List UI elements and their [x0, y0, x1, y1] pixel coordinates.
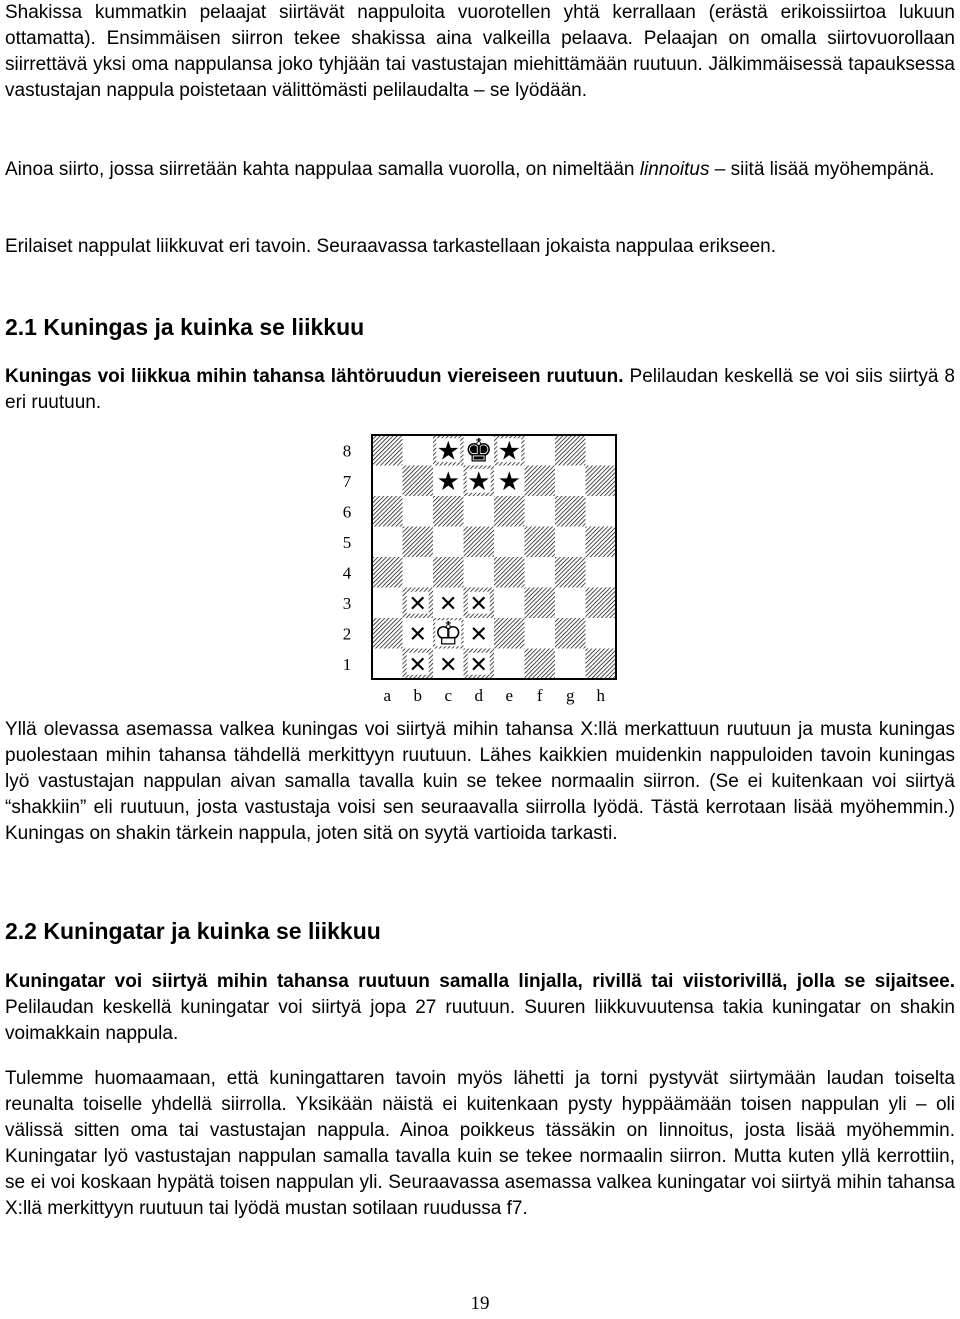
square-g1 [555, 649, 586, 680]
square-b5 [403, 527, 434, 558]
rank-label-7: 7 [342, 471, 352, 491]
square-g4 [555, 557, 586, 588]
square-g3 [555, 588, 586, 619]
x-marker-d1: ✕ [469, 652, 488, 678]
rank-label-2: 2 [342, 624, 352, 644]
rank-label-3: 3 [342, 593, 352, 613]
square-c4 [433, 557, 464, 588]
square-d6 [464, 496, 495, 527]
queen-rule-rest: Pelilaudan keskellä kuningatar voi siirtyä jopa 27 ruutuun. Suuren liikkuvuutensa takia kuningatar on shakin voimakkain nappula. [5, 997, 955, 1044]
square-c5 [433, 527, 464, 558]
queen-rule-paragraph [5, 969, 955, 1047]
pieces-intro-paragraph: Erilaiset nappulat liikkuvat eri tavoin. Seuraavassa tarkastellaan jokaista nappulaa erikseen. [5, 236, 776, 257]
king-explanation-paragraph: Yllä olevassa asemassa valkea kuningas voi siirtyä mihin tahansa X:llä merkattuun ruutuun ja musta kuningas puolestaan mihin tahansa tähdellä merkittyyn ruutuun. Lähes kaikkien muidenkin nappuloiden tavoin kuningas lyö vastustajan nappulan aivan samalla tavalla kuin se tekee normaalin siirron. (Se ei kuitenkaan voi siirtyä “shakkiin” eli ruutuun, josta vastustaja voisi sen seuraavalla siirrolla lyödä. Tästä kerrotaan lisää myöhemmin.) Kuningas on shakin tärkein nappula, joten sitä on syytä vartioida tarkasti. [5, 719, 955, 844]
square-e6 [494, 496, 525, 527]
star-marker-d7: ★ [467, 466, 491, 497]
rank-label-4: 4 [342, 563, 352, 583]
section-heading-king: 2.1 Kuningas ja kuinka se liikkuu [5, 314, 365, 340]
chess-board [337, 432, 627, 707]
chess-diagram-king [337, 432, 627, 707]
rank-label-8: 8 [342, 441, 352, 461]
square-a3 [372, 588, 403, 619]
square-f2 [525, 618, 556, 649]
file-label-f: f [536, 686, 543, 705]
square-g6 [555, 496, 586, 527]
square-h7 [586, 466, 617, 497]
square-a7 [372, 466, 403, 497]
x-marker-b3: ✕ [408, 591, 427, 617]
file-label-b: b [413, 686, 422, 705]
square-e3 [494, 588, 525, 619]
rank-label-5: 5 [342, 532, 352, 552]
star-marker-e7: ★ [497, 466, 521, 497]
square-h6 [586, 496, 617, 527]
castling-paragraph [5, 157, 955, 183]
file-label-e: e [505, 686, 514, 705]
rank-label-6: 6 [342, 502, 352, 522]
square-f4 [525, 557, 556, 588]
square-g2 [555, 618, 586, 649]
page-number: 19 [470, 1293, 490, 1314]
square-e4 [494, 557, 525, 588]
square-g5 [555, 527, 586, 558]
section-heading-queen: 2.2 Kuningatar ja kuinka se liikkuu [5, 918, 381, 944]
x-marker-c1: ✕ [439, 652, 458, 678]
square-h1 [586, 649, 617, 680]
square-f5 [525, 527, 556, 558]
square-c6 [433, 496, 464, 527]
x-marker-d3: ✕ [469, 591, 488, 617]
king-rule-rest: Pelilaudan keskellä se voi siis siirtyä 8 eri ruutuun. [5, 366, 955, 413]
square-h2 [586, 618, 617, 649]
square-f7 [525, 466, 556, 497]
square-f8 [525, 435, 556, 466]
queen-explanation-paragraph: Tulemme huomaamaan, että kuningattaren tavoin myös lähetti ja torni pystyvät siirtymään laudan toiselta reunalta toiselle yhdellä siirrolla. Yksikään näistä ei kuitenkaan pysty hyppäämään toisen nappulan yli – oli välissä sitten oma tai vastustajan nappula. Ainoa poikkeus tässäkin on linnoitus, josta lisää myöhemmin. Kuningatar lyö vastustajan nappulan samalla tavalla kuin se tekee normaalin siirron. Mutta kuten yllä kerrottiin, se ei voi koskaan hypätä toisen nappulan yli. Seuraavassa asemassa valkea kuningatar voi siirtyä mihin tahansa X:llä merkittyyn ruutuun tai lyödä mustan sotilaan ruudussa f7. [5, 1068, 955, 1219]
castling-text-end: – siitä lisää myöhempänä. [709, 159, 935, 180]
square-e2 [494, 618, 525, 649]
square-a2 [372, 618, 403, 649]
square-g7 [555, 466, 586, 497]
star-marker-e8: ★ [497, 436, 521, 467]
star-marker-c8: ★ [436, 436, 460, 467]
square-f3 [525, 588, 556, 619]
king-rule-paragraph [5, 364, 955, 416]
intro-paragraph: Shakissa kummatkin pelaajat siirtävät nappuloita vuorotellen yhtä kerrallaan (erästä erikoissiirtoa lukuun ottamatta). Ensimmäisen siirron tekee shakissa aina valkeilla pelaava. Pelaajan on omalla siirtovuorollaan siirrettävä yksi oma nappulansa joko tyhjään tai vastustajan miehittämään ruutuun. Jälkimmäisessä tapauksessa vastustajan nappula poistetaan välittömästi pelilaudalta – se lyödään. [5, 2, 955, 101]
square-f1 [525, 649, 556, 680]
square-b7 [403, 466, 434, 497]
square-g8 [555, 435, 586, 466]
file-label-h: h [596, 686, 605, 705]
square-h3 [586, 588, 617, 619]
square-a6 [372, 496, 403, 527]
rank-label-1: 1 [342, 654, 352, 674]
castling-text-start: Ainoa siirto, jossa siirretään kahta nappulaa samalla vuorolla, on nimeltään [5, 159, 640, 180]
square-h4 [586, 557, 617, 588]
file-label-g: g [566, 686, 575, 705]
square-a1 [372, 649, 403, 680]
square-h5 [586, 527, 617, 558]
x-marker-b1: ✕ [408, 652, 427, 678]
square-f6 [525, 496, 556, 527]
square-a5 [372, 527, 403, 558]
file-label-d: d [474, 686, 483, 705]
square-d4 [464, 557, 495, 588]
white-king-icon: ♔ [433, 614, 463, 653]
file-label-a: a [383, 686, 392, 705]
castling-term: linnoitus [639, 159, 710, 180]
king-rule-bold: Kuningas voi liikkua mihin tahansa lähtöruudun viereiseen ruutuun. [5, 366, 624, 387]
square-d5 [464, 527, 495, 558]
square-b4 [403, 557, 434, 588]
square-a8 [372, 435, 403, 466]
square-a4 [372, 557, 403, 588]
square-h8 [586, 435, 617, 466]
star-marker-c7: ★ [436, 466, 460, 497]
square-e5 [494, 527, 525, 558]
x-marker-d2: ✕ [469, 622, 488, 648]
black-king-icon: ♚ [464, 432, 494, 470]
square-b6 [403, 496, 434, 527]
square-e1 [494, 649, 525, 680]
x-marker-c3: ✕ [439, 591, 458, 617]
square-b8 [403, 435, 434, 466]
queen-rule-bold: Kuningatar voi siirtyä mihin tahansa ruutuun samalla linjalla, rivillä tai viistorivillä, jolla se sijaitsee. [5, 971, 955, 992]
x-marker-b2: ✕ [408, 622, 427, 648]
file-label-c: c [444, 686, 453, 705]
